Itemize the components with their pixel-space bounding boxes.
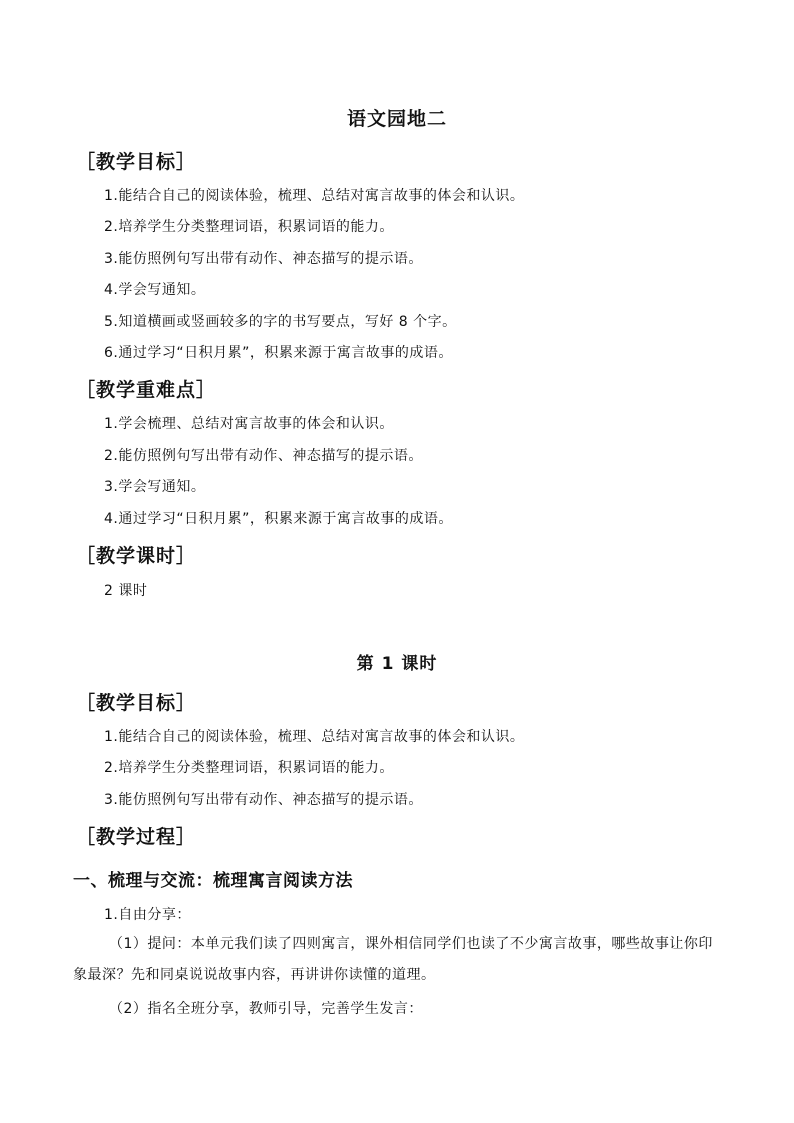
- lesson-goal-item: 3.能仿照例句写出带有动作、神态描写的提示语。: [104, 792, 423, 808]
- periods-value: 2 课时: [104, 583, 148, 599]
- key-point-item: 2.能仿照例句写出带有动作、神态描写的提示语。: [104, 448, 423, 464]
- lesson-goals-heading: ［教学目标］: [76, 692, 197, 714]
- step-paragraph: （2）指名全班分享，教师引导，完善学生发言：: [109, 1001, 423, 1017]
- goal-item: 3.能仿照例句写出带有动作、神态描写的提示语。: [104, 251, 423, 267]
- step-paragraph: （1）提问：本单元我们读了四则寓言，课外相信同学们也读了不少寓言故事，哪些故事让你印象最深？先和同桌说说故事内容，再讲讲你读懂的道理。: [73, 936, 713, 983]
- key-point-item: 1.学会梳理、总结对寓言故事的体会和认识。: [104, 416, 394, 432]
- step-label: 1.自由分享：: [104, 907, 191, 923]
- goal-item: 2.培养学生分类整理词语，积累词语的能力。: [104, 219, 394, 235]
- lesson-goal-item: 2.培养学生分类整理词语，积累词语的能力。: [104, 760, 394, 776]
- goal-item: 1.能结合自己的阅读体验，梳理、总结对寓言故事的体会和认识。: [104, 188, 525, 204]
- section-heading-goals: ［教学目标］: [76, 151, 197, 173]
- process-heading: ［教学过程］: [76, 826, 197, 848]
- lesson-title: 第 1 课时: [356, 654, 438, 674]
- goal-item: 5.知道横画或竖画较多的字的书写要点，写好 8 个字。: [104, 314, 457, 330]
- document-title: 语文园地二: [346, 108, 447, 130]
- section-heading-periods: ［教学课时］: [76, 545, 197, 567]
- key-point-item: 4.通过学习“日积月累”，积累来源于寓言故事的成语。: [104, 511, 453, 527]
- lesson-goal-item: 1.能结合自己的阅读体验，梳理、总结对寓言故事的体会和认识。: [104, 729, 525, 745]
- goal-item: 4.学会写通知。: [104, 282, 206, 298]
- key-point-item: 3.学会写通知。: [104, 479, 206, 495]
- section-heading-key-points: ［教学重难点］: [76, 379, 217, 401]
- goal-item: 6.通过学习“日积月累”，积累来源于寓言故事的成语。: [104, 345, 453, 361]
- part1-heading: 一、梳理与交流：梳理寓言阅读方法: [73, 871, 353, 891]
